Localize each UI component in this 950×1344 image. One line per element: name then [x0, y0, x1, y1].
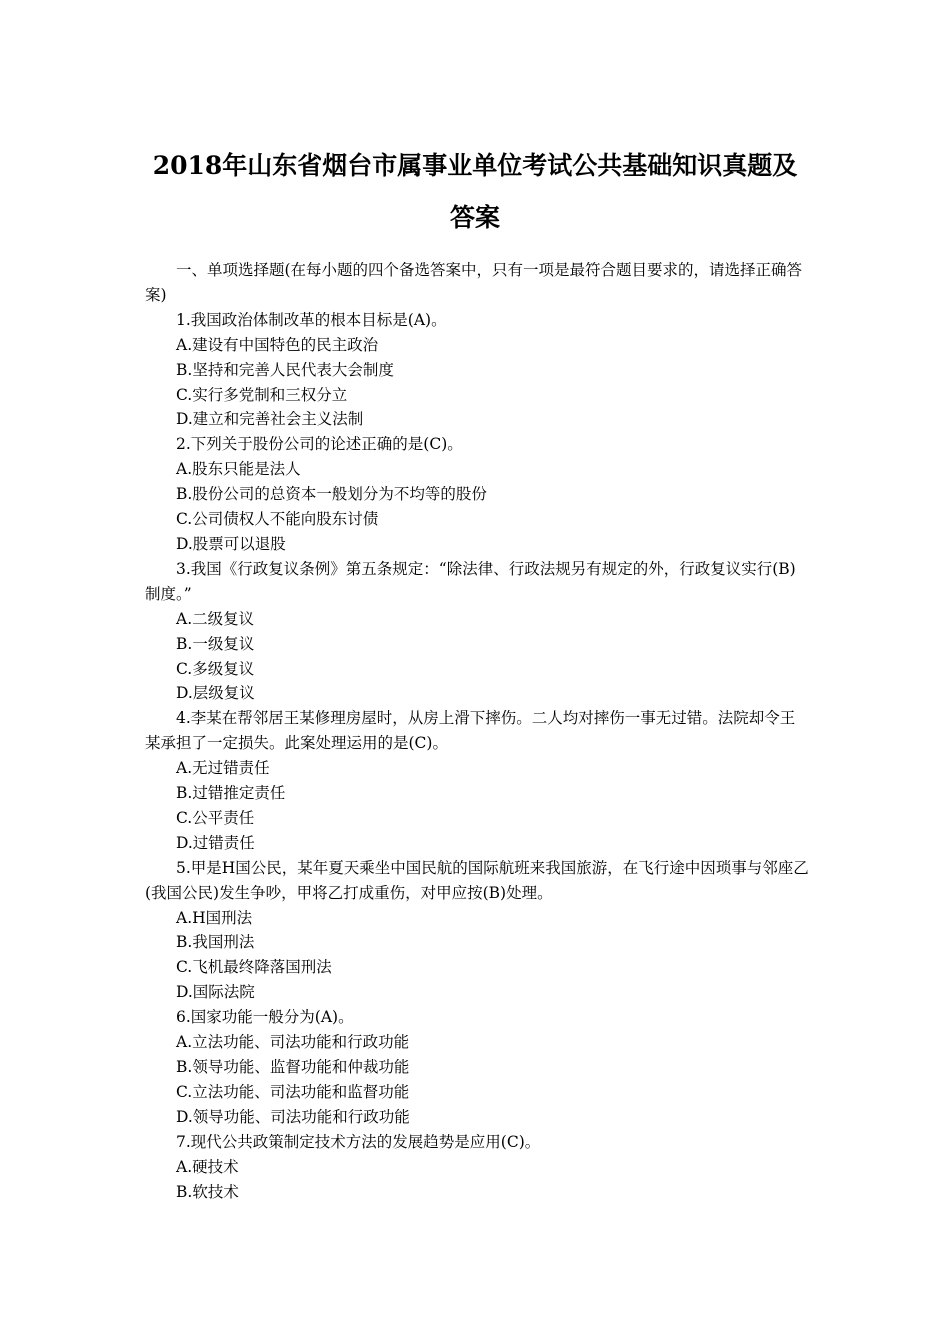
option-b: B.软技术	[176, 1182, 239, 1201]
option-c: C.多级复议	[176, 659, 255, 678]
option-a: A.H国刑法	[176, 908, 253, 927]
question-3	[145, 557, 810, 706]
option-b: B.我国刑法	[176, 933, 255, 952]
question-1	[145, 308, 810, 433]
option-a: A.硬技术	[176, 1157, 239, 1176]
option-c: C.公平责任	[176, 808, 255, 827]
title-line-1: 2018年山东省烟台市属事业单位考试公共基础知识真题及	[152, 151, 798, 180]
option-d: D.层级复议	[176, 684, 255, 703]
question-stem: 1.我国政治体制改革的根本目标是(A)。	[176, 310, 447, 329]
option-d: D.领导功能、司法功能和行政功能	[176, 1107, 410, 1126]
option-b: B.坚持和完善人民代表大会制度	[176, 360, 394, 379]
option-d: D.建立和完善社会主义法制	[176, 410, 364, 429]
option-a: A.无过错责任	[176, 759, 270, 778]
option-c: C.实行多党制和三权分立	[176, 385, 348, 404]
option-d: D.过错责任	[176, 833, 255, 852]
question-stem: 2.下列关于股份公司的论述正确的是(C)。	[176, 435, 463, 454]
document-body	[145, 258, 810, 1204]
question-5	[145, 856, 810, 1005]
option-b: B.股份公司的总资本一般划分为不均等的股份	[176, 485, 487, 504]
section-heading: 一、单项选择题(在每小题的四个备选答案中，只有一项是最符合题目要求的，请选择正确答案)	[145, 261, 803, 304]
document-title	[100, 140, 850, 244]
question-6	[145, 1005, 810, 1130]
option-a: A.建设有中国特色的民主政治	[176, 335, 379, 354]
option-d: D.股票可以退股	[176, 534, 286, 553]
option-a: A.立法功能、司法功能和行政功能	[176, 1033, 410, 1052]
question-stem: 4.李某在帮邻居王某修理房屋时，从房上滑下摔伤。二人均对摔伤一事无过错。法院却令王某承担了一定损失。此案处理运用的是(C)。	[145, 709, 796, 753]
question-2	[145, 432, 810, 557]
option-a: A.二级复议	[176, 609, 255, 628]
option-b: B.过错推定责任	[176, 784, 286, 803]
question-stem: 3.我国《行政复议条例》第五条规定：“除法律、行政法规另有规定的外，行政复议实行(B)制度。”	[145, 559, 796, 603]
option-c: C.飞机最终降落国刑法	[176, 958, 332, 977]
question-4	[145, 706, 810, 855]
question-stem: 5.甲是H国公民，某年夏天乘坐中国民航的国际航班来我国旅游，在飞行途中因琐事与邻座乙(我国公民)发生争吵，甲将乙打成重伤，对甲应按(B)处理。	[145, 858, 809, 902]
option-b: B.一级复议	[176, 634, 255, 653]
question-stem: 6.国家功能一般分为(A)。	[176, 1008, 354, 1027]
option-c: C.公司债权人不能向股东讨债	[176, 510, 379, 529]
option-c: C.立法功能、司法功能和监督功能	[176, 1082, 410, 1101]
option-a: A.股东只能是法人	[176, 460, 301, 479]
question-stem: 7.现代公共政策制定技术方法的发展趋势是应用(C)。	[176, 1132, 541, 1151]
question-7	[145, 1130, 810, 1205]
option-d: D.国际法院	[176, 983, 255, 1002]
option-b: B.领导功能、监督功能和仲裁功能	[176, 1058, 410, 1076]
title-line-2: 答案	[449, 203, 500, 232]
